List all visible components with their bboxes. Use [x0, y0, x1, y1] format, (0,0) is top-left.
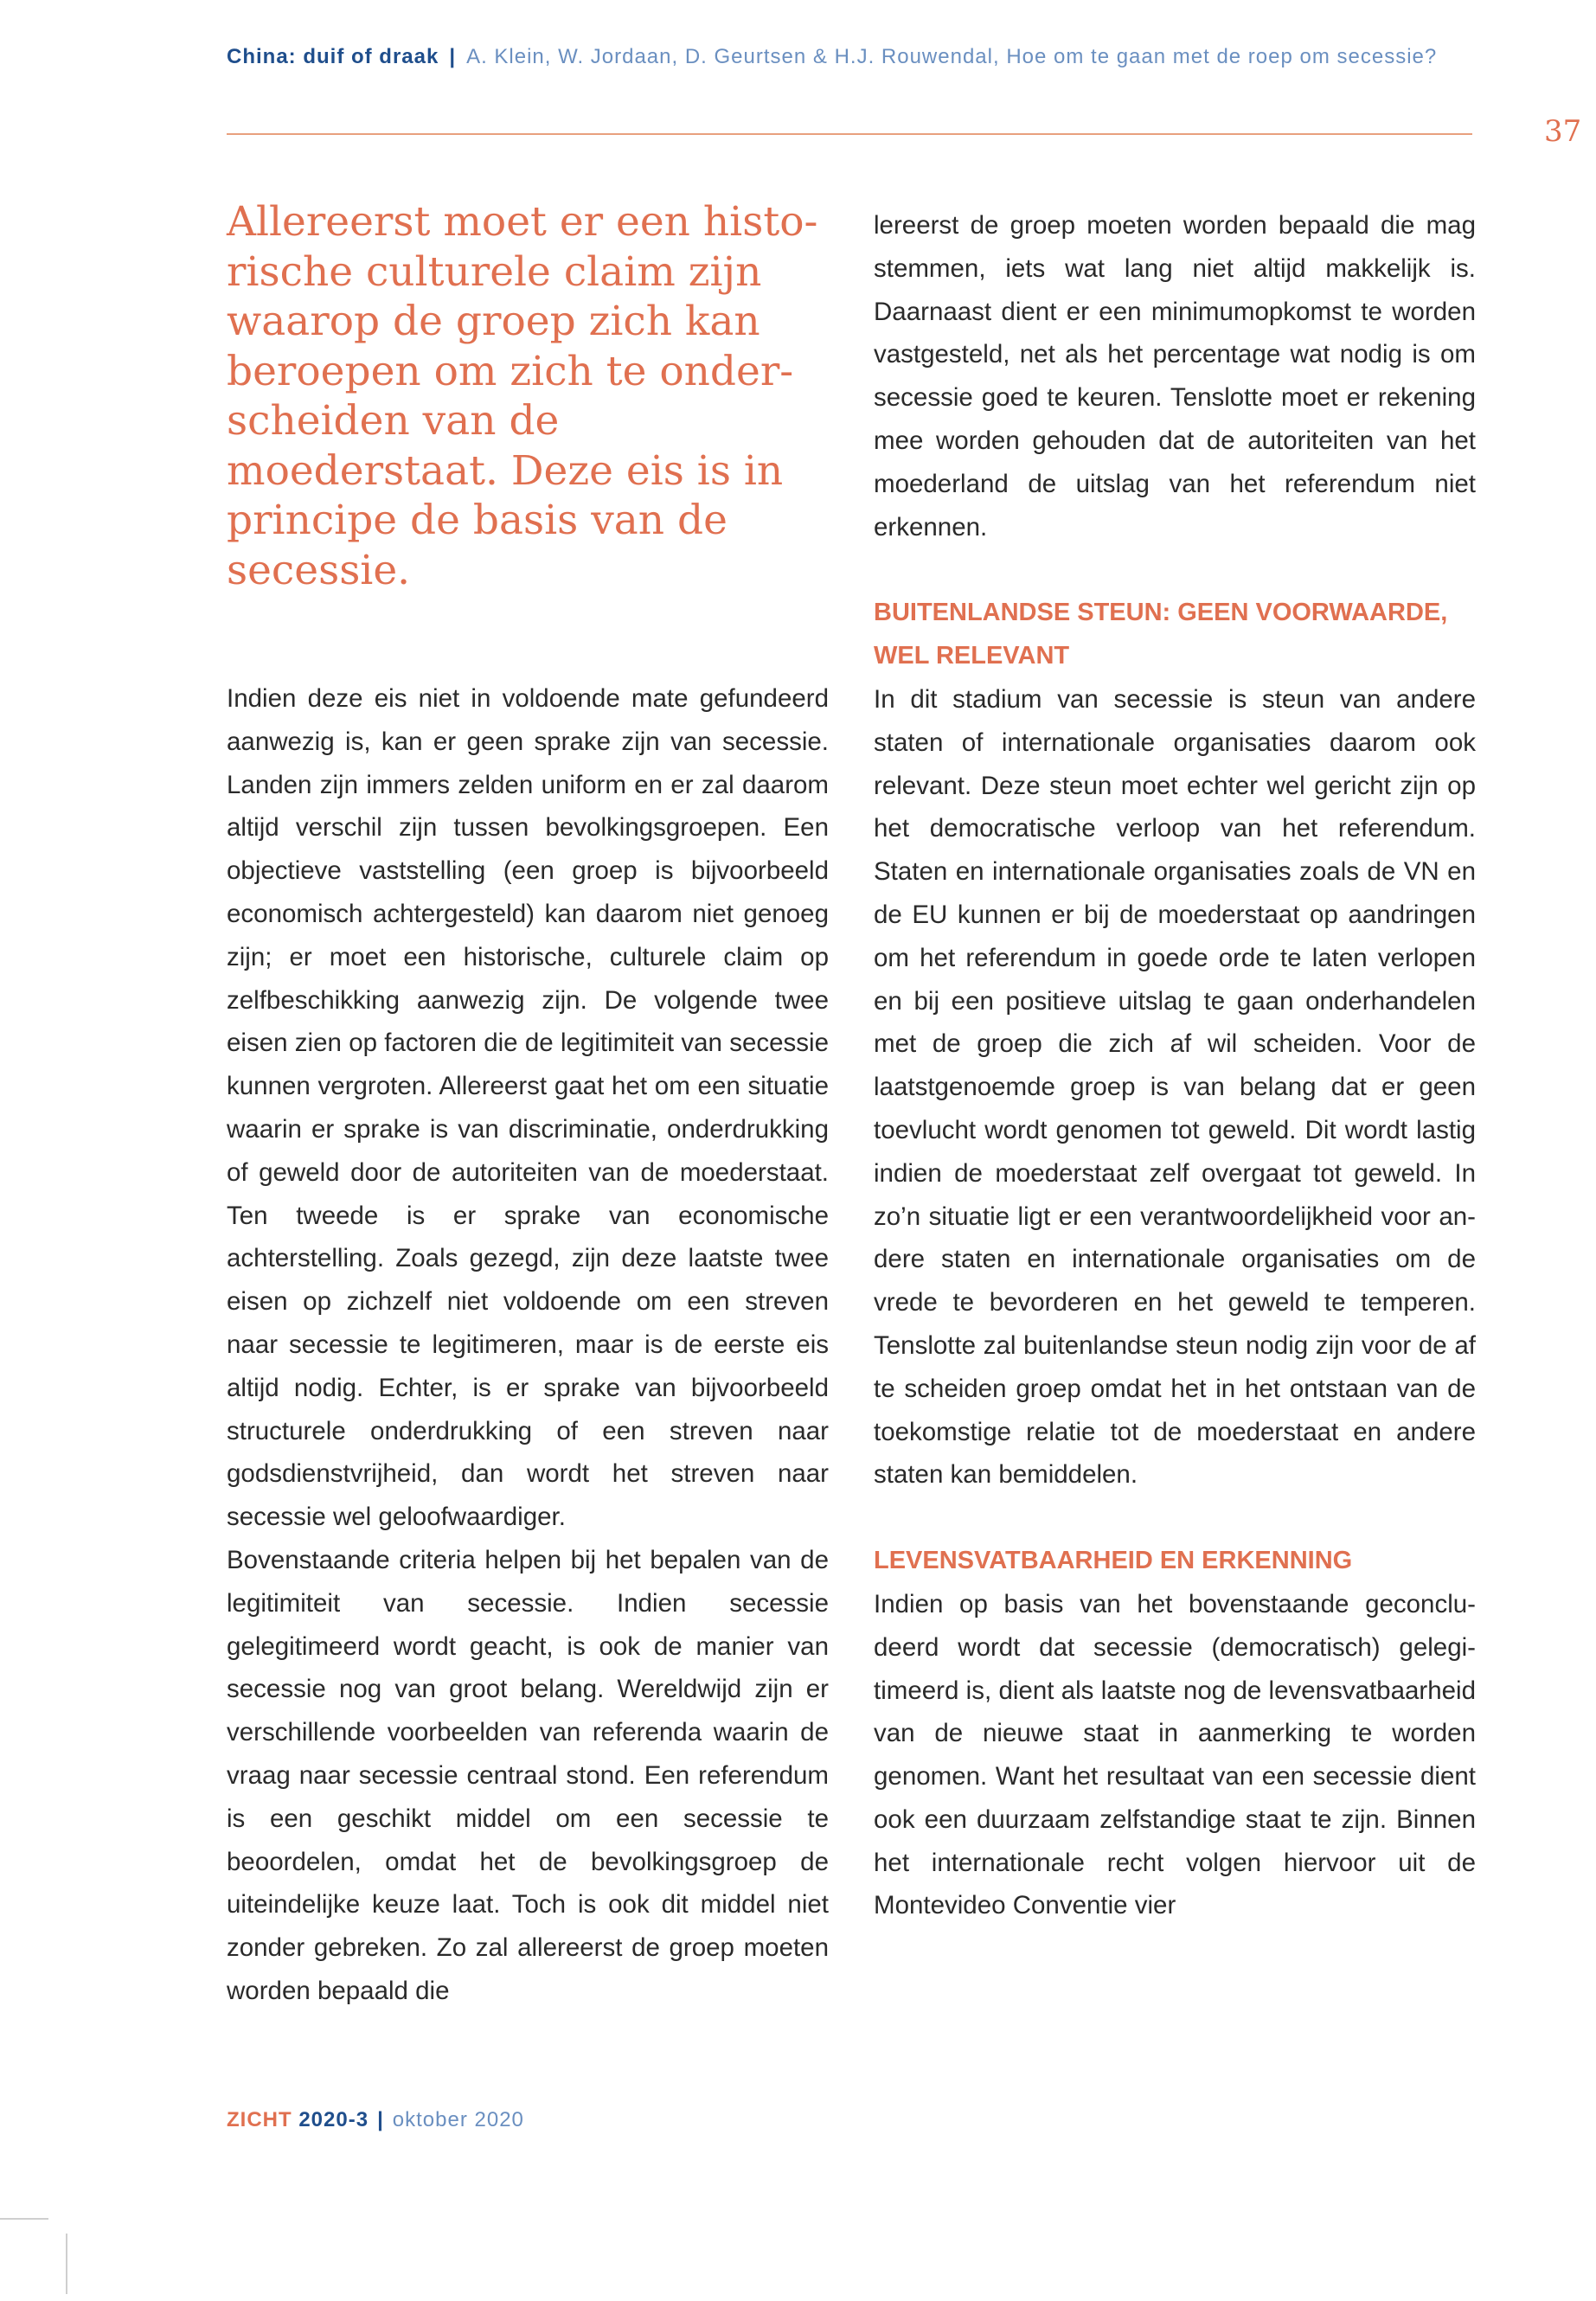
page-number: 37	[1544, 114, 1582, 149]
footer-separator: |	[377, 2108, 384, 2131]
magazine-name: ZICHT	[227, 2108, 292, 2131]
body-paragraph: Bovenstaande criteria helpen bij het bepalen van de legitimiteit van secessie. Indien secessie gelegitimeerd wordt geacht, is ook de manier van secessie nog van groot belang. Wereldwijd zijn er verschillende voorbeelden van referenda waarin de vraag naar secessie centraal stond. Een referendum is een geschikt middel om een secessie te beoordelen, omdat het de bevolkingsgroep de uiteindelijke keuze laat. Toch is ook dit middel niet zonder gebreken. Zo zal allereerst de groep moeten worden bepaald die	[227, 1545, 829, 2005]
body-paragraph: Indien deze eis niet in voldoende mate gefundeerd aanwezig is, kan er geen sprake zijn van secessie. Landen zijn immers zelden uniform en er zal daarom altijd verschil zijn tussen bevolkingsgroepen. Een objectieve vaststelling (een groep is bijvoorbeeld economisch achtergesteld) kan daarom niet genoeg zijn; er moet een historische, culturele claim op zelfbeschikking aanwezig zijn. De volgende twee eisen zien op factoren die de legitimiteit van secessie kunnen vergroten. Allereerst gaat het om een situatie waarin er sprake is van discriminatie, onderdrukking of geweld door de autoriteiten van de moederstaat. Ten tweede is er sprake van economische achterstelling. Zoals gezegd, zijn deze laatste twee eisen op zichzelf niet voldoende om een streven naar secessie te legitimeren, maar is de eerste eis altijd nodig. Echter, is er sprake van bijvoorbeeld structurele onderdrukking of een streven naar godsdienstvrijheid, dan wordt het streven naar secessie wel geloofwaardiger.	[227, 684, 829, 1532]
body-paragraph: Indien op basis van het bovenstaande geconcludeerd wordt dat secessie (democratisch) gelegitimeerd is, dient als laatste nog de levensvatbaarheid van de nieuwe staat in aanmerking te worden genomen. Want het resultaat van een secessie dient ook een duurzaam zelfstandige staat te zijn. Binnen het internationale recht volgen hiervoor uit de Montevideo Conventie vier	[874, 1589, 1476, 1920]
left-column	[227, 197, 829, 2013]
header-separator: |	[449, 45, 457, 68]
issue-date: oktober 2020	[392, 2108, 524, 2131]
running-footer	[227, 2108, 524, 2132]
issue-number: 2020-3	[298, 2108, 369, 2131]
right-column	[874, 204, 1476, 1927]
pull-quote: Allereerst moet er een historische culturele claim zijn waarop de groep zich kan beroepen om zich te onderscheiden van de moederstaat. Deze eis is in principe de basis van de secessie.	[227, 198, 818, 594]
crop-mark-vertical	[66, 2234, 67, 2294]
header-rule	[227, 133, 1472, 135]
crop-mark-horizontal	[0, 2218, 48, 2220]
section-heading-levensvatbaarheid: LEVENSVATBAARHEID EN ERKENNING	[874, 1547, 1353, 1575]
body-paragraph: lereerst de groep moeten worden bepaald die mag stemmen, iets wat lang niet altijd makkelijk is. Daarnaast dient er een minimumopkomst te worden vastgesteld, net als het percentage wat nodig is om secessie goed te keuren. Tenslotte moet er rekening mee worden gehouden dat de autoriteiten van het moederland de uitslag van het referendum niet erkennen.	[874, 211, 1476, 542]
article-authors-title: A. Klein, W. Jordaan, D. Geurtsen & H.J. Rouwendal, Hoe om te gaan met de roep om secessie?	[466, 45, 1438, 68]
body-paragraph: In dit stadium van secessie is steun van andere staten of internationale organisaties daarom ook relevant. Deze steun moet echter wel gericht zijn op het democratische verloop van het referendum. Staten en internationale organisaties zoals de VN en de EU kunnen er bij de moederstaat op aandringen om het referendum in goede orde te laten verlopen en bij een positieve uitslag te gaan onderhandelen met de groep die zich af wil scheiden. Voor de laatstgenoemde groep is van belang dat er geen toevlucht wordt genomen tot geweld. Dit wordt lastig indien de moederstaat zelf overgaat tot geweld. In zo’n situatie ligt er een verantwoordelijkheid voor andere staten en internationale organisaties om de vrede te bevorderen en het geweld te temperen. Tenslotte zal buitenlandse steun nodig zijn voor de af te scheiden groep omdat het in het ontstaan van de toekomstige relatie tot de moederstaat en andere staten kan bemiddelen.	[874, 684, 1476, 1490]
journal-title: China: duif of draak	[227, 45, 439, 68]
running-header	[227, 45, 1472, 69]
section-heading-buitenlandse-steun: BUITENLANDSE STEUN: GEEN VOORWAARDE, WEL RELEVANT	[874, 599, 1448, 670]
